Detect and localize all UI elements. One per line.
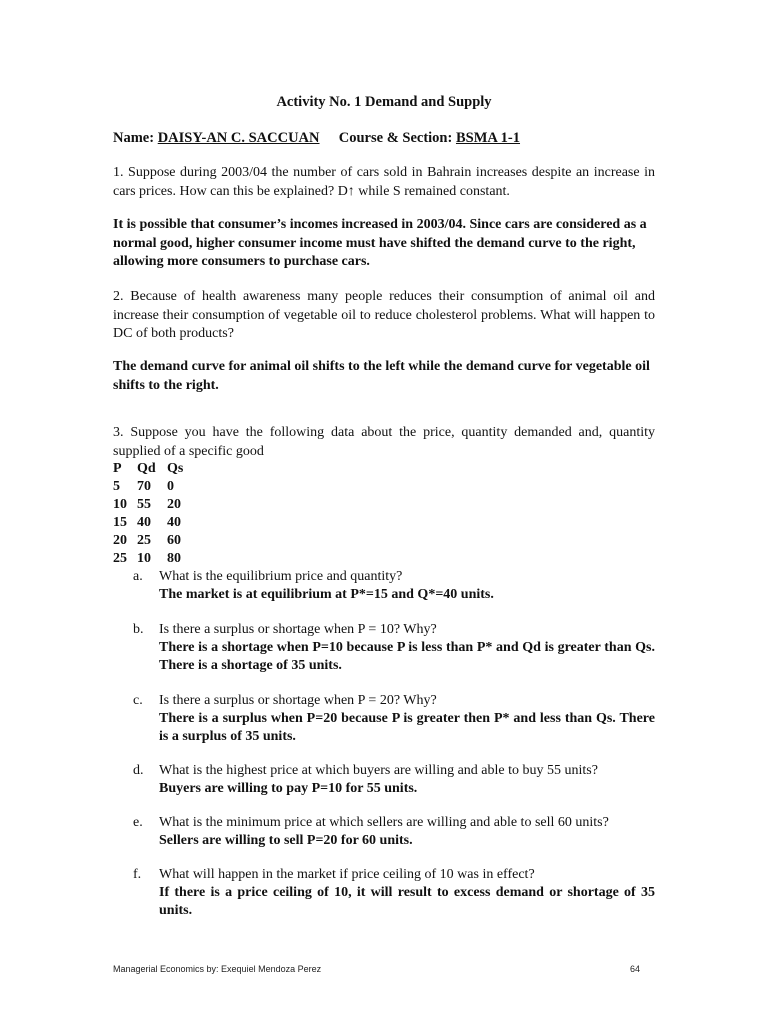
sub-question-e: [133, 814, 655, 850]
price-quantity-table: [113, 460, 197, 568]
page-title: Activity No. 1 Demand and Supply: [276, 94, 492, 110]
cell-qd: 40: [137, 515, 151, 530]
sub-question-d: [133, 762, 655, 798]
sub-answer: There is a shortage when P=10 because P is less than P* and Qd is greater than Qs. There is a shortage of 35 units.: [159, 640, 655, 673]
cell-qs: 20: [167, 497, 181, 512]
sub-question-text: Is there a surplus or shortage when P = 20? Why?: [159, 693, 437, 708]
cell-qs: 40: [167, 515, 181, 530]
course-section: BSMA 1-1: [455, 130, 521, 146]
table-row: [113, 514, 197, 532]
cell-p: 20: [113, 533, 127, 548]
cell-p: 5: [113, 479, 120, 494]
cell-qd: 25: [137, 533, 151, 548]
sub-answer: The market is at equilibrium at P*=15 and Q*=40 units.: [159, 587, 494, 602]
sub-question-b: [133, 621, 655, 675]
student-name: DAISY-AN C. SACCUAN: [157, 130, 320, 146]
table-row: [113, 532, 197, 550]
sub-question-text: What is the highest price at which buyers are willing and able to buy 55 units?: [159, 763, 598, 778]
cell-qd: 55: [137, 497, 151, 512]
cell-qd: 70: [137, 479, 151, 494]
sub-question-f: [133, 866, 655, 920]
sub-label: f.: [133, 867, 142, 882]
header-qs: Qs: [167, 461, 184, 476]
sub-label: b.: [133, 622, 144, 637]
page-number: 64: [629, 964, 640, 974]
sub-question-text: Is there a surplus or shortage when P = 10? Why?: [159, 622, 437, 637]
sub-question-text: What will happen in the market if price ceiling of 10 was in effect?: [159, 867, 535, 882]
header-p: P: [113, 461, 122, 476]
question-2: 2. Because of health awareness many people reduces their consumption of animal oil and increase their consumption of vegetable oil to reduce cholesterol problems. What will happen to DC of both products?: [113, 289, 655, 341]
sub-question-a: [133, 568, 655, 604]
sub-label: d.: [133, 763, 144, 778]
sub-question-text: What is the equilibrium price and quantity?: [159, 569, 403, 584]
sub-answer: If there is a price ceiling of 10, it will result to excess demand or shortage of 35 units.: [159, 885, 655, 918]
answer-2: The demand curve for animal oil shifts to the left while the demand curve for vegetable oil shifts to the right.: [113, 359, 650, 393]
sub-question-text: What is the minimum price at which sellers are willing and able to sell 60 units?: [159, 815, 609, 830]
sub-label: c.: [133, 693, 143, 708]
name-label: Name:: [113, 130, 155, 146]
table-row: [113, 496, 197, 514]
cell-qs: 0: [167, 479, 174, 494]
sub-answer: Sellers are willing to sell P=20 for 60 units.: [159, 833, 413, 848]
cell-p: 10: [113, 497, 127, 512]
course-label: Course & Section:: [338, 130, 453, 146]
question-1: 1. Suppose during 2003/04 the number of cars sold in Bahrain increases despite an increase in cars prices. How can this be explained? D↑ while S remained constant.: [113, 165, 655, 199]
answer-1: It is possible that consumer’s incomes increased in 2003/04. Since cars are considered as a normal good, higher consumer income must have shifted the demand curve to the right, allowing more consumers to purchase cars.: [113, 217, 647, 269]
header-qd: Qd: [137, 461, 156, 476]
sub-answer: Buyers are willing to pay P=10 for 55 units.: [159, 781, 418, 796]
cell-qs: 60: [167, 533, 181, 548]
cell-qs: 80: [167, 551, 181, 566]
name-line: [113, 130, 520, 147]
sub-answer: There is a surplus when P=20 because P is greater then P* and less than Qs. There is a surplus of 35 units.: [159, 711, 655, 744]
cell-p: 25: [113, 551, 127, 566]
cell-qd: 10: [137, 551, 151, 566]
table-row: [113, 550, 197, 568]
page-footer: [113, 964, 640, 974]
table-row: [113, 478, 197, 496]
table-header: [113, 460, 197, 478]
sub-label: e.: [133, 815, 143, 830]
cell-p: 15: [113, 515, 127, 530]
footer-credit: Managerial Economics by: Exequiel Mendoza Perez: [113, 964, 322, 974]
question-3: 3. Suppose you have the following data about the price, quantity demanded and, quantity supplied of a specific good: [113, 425, 655, 459]
sub-question-c: [133, 692, 655, 746]
sub-label: a.: [133, 569, 143, 584]
